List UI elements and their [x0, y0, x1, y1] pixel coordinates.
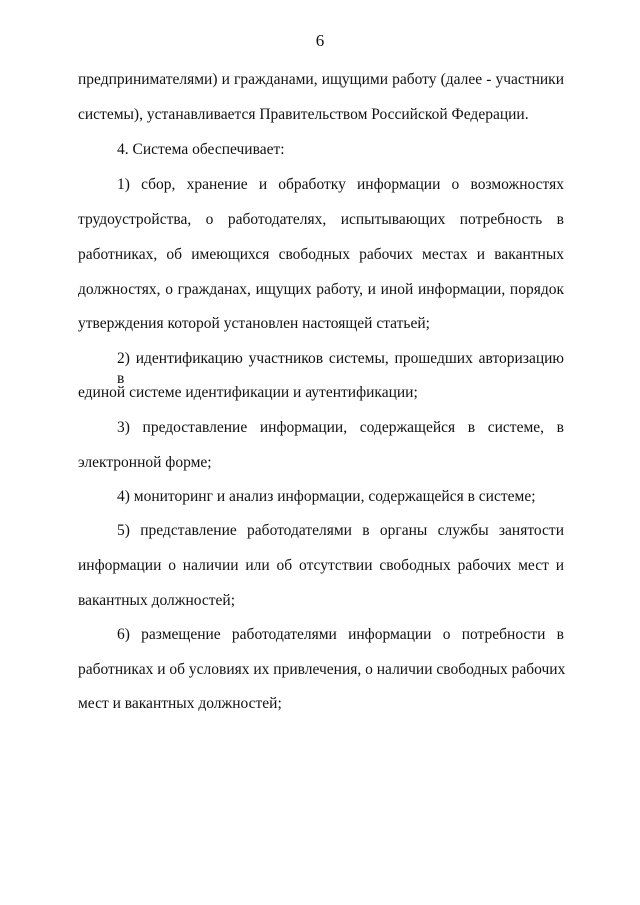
- list-item-1-line: работниках, об имеющихся свободных рабочих местах и вакантных: [78, 246, 564, 263]
- list-item-6-line: 6) размещение работодателями информации о потребности в: [117, 626, 564, 643]
- list-item-3-line: электронной форме;: [78, 454, 212, 471]
- list-item-6-line: работниках и об условиях их привлечения, о наличии свободных рабочих: [78, 661, 566, 678]
- text-line: системы), устанавливается Правительством Российской Федерации.: [78, 106, 529, 123]
- list-item-6-line: мест и вакантных должностей;: [78, 695, 282, 712]
- list-item-2-line: единой системе идентификации и аутентификации;: [78, 384, 418, 401]
- list-item-1-line: утверждения которой установлен настоящей статьей;: [78, 315, 430, 332]
- page-number: 6: [315, 31, 325, 50]
- list-item-4-line: 4) мониторинг и анализ информации, содержащейся в системе;: [117, 488, 536, 505]
- list-item-5-line: информации о наличии или об отсутствии свободных рабочих мест и: [78, 557, 564, 574]
- list-item-1-line: трудоустройства, о работодателях, испытывающих потребность в: [78, 211, 564, 228]
- list-item-1-line: должностях, о гражданах, ищущих работу, и иной информации, порядок: [78, 281, 564, 298]
- text-line: предпринимателями) и гражданами, ищущими работу (далее - участники: [78, 71, 564, 88]
- list-item-2-line: 2) идентификацию участников системы, прошедших авторизацию в: [117, 350, 564, 387]
- list-item-5-line: вакантных должностей;: [78, 592, 236, 609]
- list-item-1-line: 1) сбор, хранение и обработку информации о возможностях: [117, 176, 564, 193]
- list-item-3-line: 3) предоставление информации, содержащейся в системе, в: [117, 419, 564, 436]
- list-item-5-line: 5) представление работодателями в органы службы занятости: [117, 522, 564, 539]
- section-heading: 4. Система обеспечивает:: [117, 141, 285, 158]
